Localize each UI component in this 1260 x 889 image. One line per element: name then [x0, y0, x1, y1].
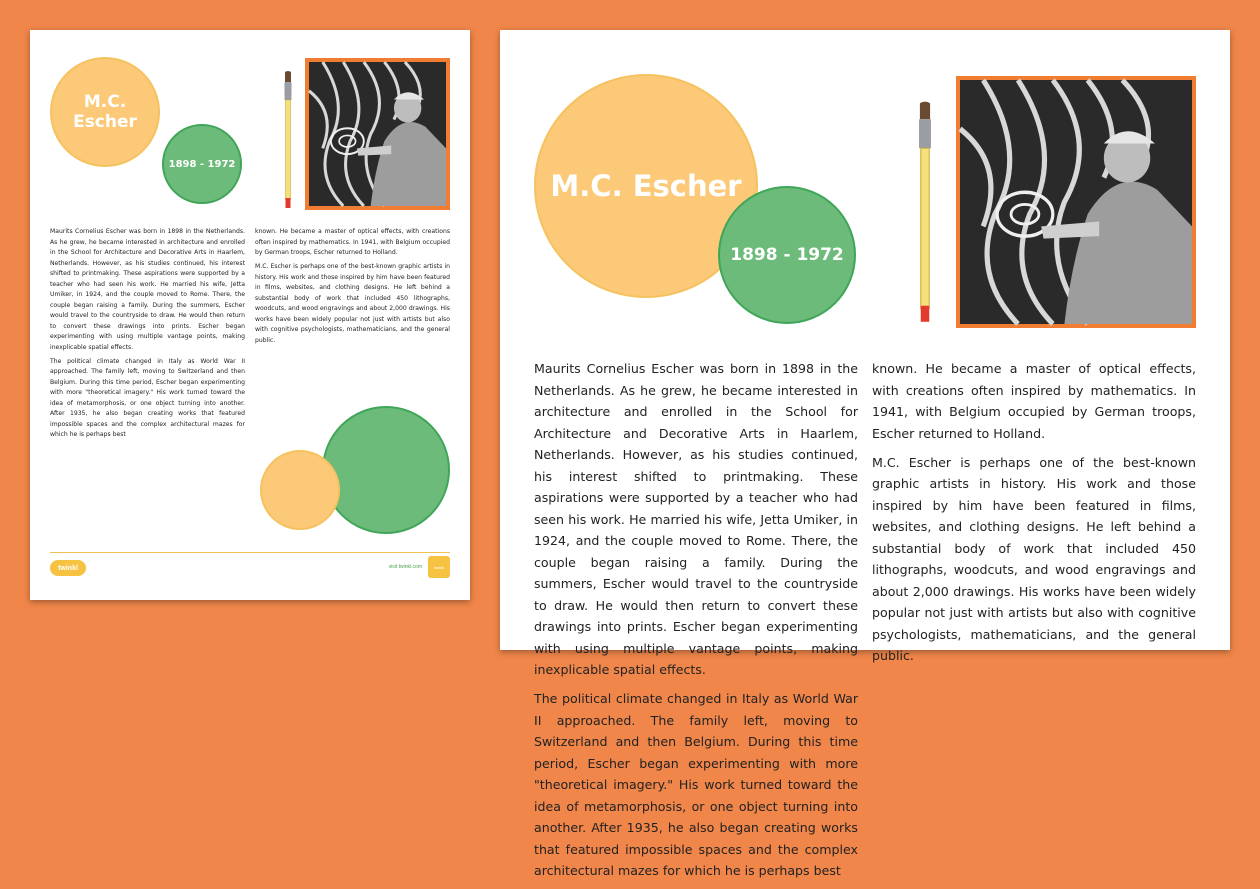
- dates-circle: [162, 124, 242, 204]
- escher-photo: [956, 76, 1196, 328]
- paragraph: M.C. Escher is perhaps one of the best-known graphic artists in history. His work and those inspired by him have been featured in films, websites, and clothing designs. He left behind a substantial body of work that included 450 lithographs, woodcuts, and wood engravings and about 2,000 drawings. His works have been widely popular not just with artists but also with cognitive psychologists, mathematicians, and the general public.: [255, 263, 450, 344]
- page-title: M.C. Escher: [550, 169, 742, 203]
- paragraph: The political climate changed in Italy as World War II approached. The family left, moving to Switzerland and then Belgium. During this time period, Escher began experimenting with more "theoretical imagery." His work turned toward the idea of metamorphosis, or one object turning into another. After 1935, he also began creating works that featured impossible spaces and the complex architectural mazes for which he is perhaps best: [50, 357, 245, 439]
- body-column-right: [872, 358, 1196, 674]
- decorative-circle-small: [260, 450, 340, 530]
- body-column-left: [534, 358, 858, 889]
- decorative-circle-large: [322, 406, 450, 534]
- paragraph: The political climate changed in Italy as World War II approached. The family left, moving to Switzerland and then Belgium. During this time period, Escher began experimenting with more "theoretical imagery." His work turned toward the idea of metamorphosis, or one object turning into another. After 1935, he also began creating works that featured impossible spaces and the complex architectural mazes for which he is perhaps best: [534, 691, 858, 879]
- body-column-right: [255, 227, 450, 350]
- page-title: M.C. Escher: [73, 92, 137, 132]
- paragraph: M.C. Escher is perhaps one of the best-known graphic artists in history. His work and those inspired by him have been featured in films, websites, and clothing designs. He left behind a substantial body of work that included 450 lithographs, woodcuts, and wood engravings and about 2,000 drawings. His works have been widely popular not just with artists but also with cognitive psychologists, mathematicians, and the general public.: [872, 454, 1196, 664]
- escher-photo: [305, 58, 450, 210]
- title-circle: [50, 57, 160, 167]
- paragraph: known. He became a master of optical effects, with creations often inspired by mathematics. In 1941, with Belgium occupied by German troops, Escher returned to Holland.: [255, 228, 450, 256]
- worksheet-preview-small: [30, 30, 470, 600]
- paragraph: known. He became a master of optical effects, with creations often inspired by mathematics. In 1941, with Belgium occupied by German troops, Escher returned to Holland.: [872, 361, 1196, 441]
- dates-circle: [718, 186, 856, 324]
- paragraph: Maurits Cornelius Escher was born in 1898 in the Netherlands. As he grew, he became interested in architecture and enrolled in the School for Architecture and Decorative Arts in Haarlem, Netherlands. However, as his studies continued, his interest shifted to printmaking. These aspirations were supported by a teacher who had seen his work. He married his wife, Jetta Umiker, in 1924, and the couple moved to Rome. There, the couple began raising a family. During the summers, Escher would travel to the countryside to draw. He would then return to convert these drawings into prints. Escher began experimenting with using multiple vantage points, making inexplicable spatial effects.: [534, 361, 858, 677]
- dates-label: 1898 - 1972: [730, 245, 844, 265]
- paragraph: Maurits Cornelius Escher was born in 1898 in the Netherlands. As he grew, he became interested in architecture and enrolled in the School for Architecture and Decorative Arts in Haarlem, Netherlands. However, as his studies continued, his interest shifted to printmaking. These aspirations were supported by a teacher who had seen his work. He married his wife, Jetta Umiker, in 1924, and the couple moved to Rome. There, the couple began raising a family. During the summers, Escher would travel to the countryside to draw. He would then return to convert these drawings into prints. Escher began experimenting with using multiple vantage points, making inexplicable spatial effects.: [50, 228, 245, 351]
- footer-url: visit twinkl.com: [388, 564, 422, 570]
- paintbrush-icon: [278, 70, 298, 210]
- paintbrush-icon: [908, 100, 942, 325]
- footer-badge: twinkl: [428, 556, 450, 578]
- footer-divider: [50, 552, 450, 553]
- dates-label: 1898 - 1972: [168, 158, 236, 170]
- twinkl-logo: twinkl: [50, 560, 86, 576]
- worksheet-preview-large: [500, 30, 1230, 879]
- body-column-left: [50, 227, 245, 444]
